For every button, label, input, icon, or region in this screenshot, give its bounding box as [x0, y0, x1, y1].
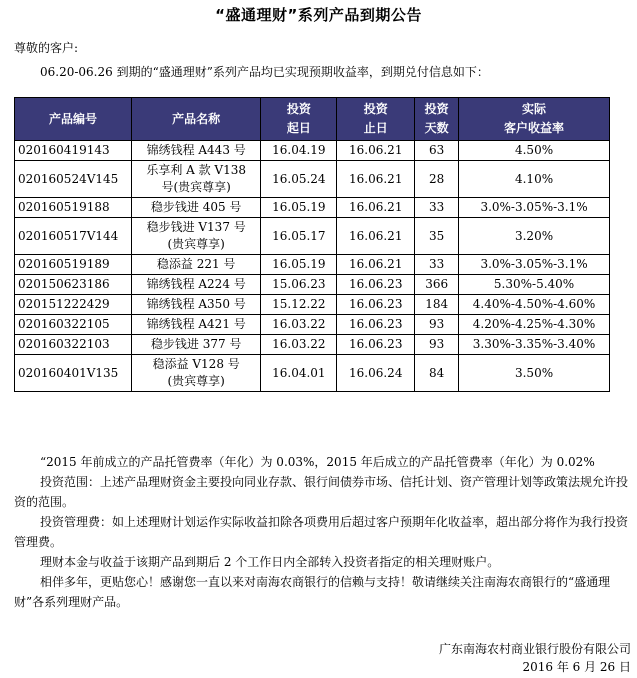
cell-name-line2: (贵宾尊享) — [167, 374, 225, 388]
cell-end-date: 16.06.23 — [337, 295, 415, 315]
table-row — [15, 315, 610, 335]
cell-name-line1: 稳步钱进 V137 号 — [146, 220, 246, 234]
intro-text: 06.20-06.26 到期的“盛通理财”系列产品均已实现预期收益率，到期兑付信息如下： — [40, 65, 489, 79]
cell-code: 020150623186 — [15, 275, 132, 295]
cell-rate: 4.50% — [459, 141, 610, 161]
bank-name: 广东南海农村商业银行股份有限公司 — [438, 642, 631, 656]
table-row — [15, 218, 610, 255]
cell-days: 93 — [415, 315, 459, 335]
cell-name-line2: (贵宾尊享) — [167, 237, 225, 251]
cell-end-date: 16.06.21 — [337, 161, 415, 198]
cell-rate: 4.20%-4.25%-4.30% — [459, 315, 610, 335]
cell-days: 28 — [415, 161, 459, 198]
repayment-note: 理财本金与收益于该期产品到期后 2 个工作日内全部转入投资者指定的相关理财账户。 — [40, 555, 500, 569]
cell-start-date: 16.04.01 — [261, 355, 337, 392]
cell-name-line1: 锦绣钱程 A443 号 — [146, 143, 246, 157]
cell-end-date: 16.06.24 — [337, 355, 415, 392]
cell-days: 366 — [415, 275, 459, 295]
cell-end-date: 16.06.23 — [337, 335, 415, 355]
product-table — [14, 97, 610, 392]
cell-code: 020160322103 — [15, 335, 132, 355]
table-row — [15, 275, 610, 295]
cell-name-line1: 乐享利 A 款 V138 — [146, 163, 246, 177]
cell-days: 33 — [415, 198, 459, 218]
cell-code: 020160419143 — [15, 141, 132, 161]
table-row — [15, 141, 610, 161]
notes-section — [14, 452, 634, 612]
table-row — [15, 295, 610, 315]
cell-start-date: 16.05.19 — [261, 255, 337, 275]
header-start-date — [261, 98, 337, 141]
cell-code: 020160519188 — [15, 198, 132, 218]
cell-days: 33 — [415, 255, 459, 275]
cell-name — [131, 355, 260, 392]
cell-code: 020160322105 — [15, 315, 132, 335]
cell-name — [131, 198, 260, 218]
cell-code: 020160524V145 — [15, 161, 132, 198]
cell-start-date: 16.05.24 — [261, 161, 337, 198]
table-row — [15, 255, 610, 275]
cell-days: 63 — [415, 141, 459, 161]
cell-end-date: 16.06.23 — [337, 315, 415, 335]
cell-code: 020160517V144 — [15, 218, 132, 255]
cell-start-date: 15.06.23 — [261, 275, 337, 295]
cell-start-date: 16.03.22 — [261, 335, 337, 355]
cell-rate: 3.50% — [459, 355, 610, 392]
cell-rate: 4.10% — [459, 161, 610, 198]
header-code: 产品编号 — [15, 98, 132, 141]
cell-end-date: 16.06.21 — [337, 255, 415, 275]
cell-start-date: 15.12.22 — [261, 295, 337, 315]
header-end-date — [337, 98, 415, 141]
table-row — [15, 335, 610, 355]
cell-name-line1: 稳步钱进 377 号 — [150, 337, 242, 351]
cell-name-line1: 锦绣钱程 A421 号 — [146, 317, 246, 331]
cell-name-line1: 锦绣钱程 A224 号 — [146, 277, 246, 291]
cell-name-line1: 稳添益 V128 号 — [152, 357, 240, 371]
cell-rate: 3.30%-3.35%-3.40% — [459, 335, 610, 355]
cell-days: 184 — [415, 295, 459, 315]
table-header-row — [15, 98, 610, 141]
cell-name — [131, 161, 260, 198]
cell-rate: 4.40%-4.50%-4.60% — [459, 295, 610, 315]
cell-end-date: 16.06.21 — [337, 198, 415, 218]
table-row — [15, 355, 610, 392]
cell-name-line1: 锦绣钱程 A350 号 — [146, 297, 246, 311]
header-start-line1: 投资 — [286, 102, 311, 116]
cell-start-date: 16.05.17 — [261, 218, 337, 255]
thanks-note: 相伴多年，更贴您心！感谢您一直以来对南海农商银行的信赖与支持！敬请继续关注南海农商银行的“盛通理财”各系列理财产品。 — [14, 575, 611, 609]
cell-name — [131, 275, 260, 295]
cell-name — [131, 335, 260, 355]
table-row — [15, 198, 610, 218]
header-days — [415, 98, 459, 141]
cell-code: 020160401V135 — [15, 355, 132, 392]
header-rate-line1: 实际 — [522, 102, 547, 116]
cell-days: 35 — [415, 218, 459, 255]
announcement-date: 2016 年 6 月 26 日 — [522, 660, 631, 674]
cell-days: 84 — [415, 355, 459, 392]
signoff — [439, 640, 631, 676]
cell-rate: 5.30%-5.40% — [459, 275, 610, 295]
cell-name — [131, 141, 260, 161]
page-title: “盛通理财”系列产品到期公告 — [215, 6, 422, 24]
header-days-line1: 投资 — [424, 102, 449, 116]
cell-name-line1: 稳添益 221 号 — [156, 257, 236, 271]
management-fee-note: 投资管理费：如上述理财计划运作实际收益扣除各项费用后超过客户预期年化收益率，超出部分将作为我行投资管理费。 — [14, 515, 629, 549]
header-start-line2: 起日 — [286, 121, 311, 135]
cell-start-date: 16.03.22 — [261, 315, 337, 335]
cell-name — [131, 295, 260, 315]
cell-end-date: 16.06.21 — [337, 218, 415, 255]
product-table-body — [15, 141, 610, 392]
header-days-line2: 天数 — [424, 121, 449, 135]
cell-days: 93 — [415, 335, 459, 355]
investment-scope-note: 投资范围：上述产品理财资金主要投向同业存款、银行间债券市场、信托计划、资产管理计划等政策法规允许投资的范围。 — [14, 475, 629, 509]
cell-rate: 3.0%-3.05%-3.1% — [459, 255, 610, 275]
cell-end-date: 16.06.23 — [337, 275, 415, 295]
cell-name — [131, 315, 260, 335]
cell-code: 020160519189 — [15, 255, 132, 275]
fee-rate-note: “2015 年前成立的产品托管费率（年化）为 0.03%，2015 年后成立的产品托管费率（年化）为 0.02% — [40, 455, 595, 469]
cell-start-date: 16.04.19 — [261, 141, 337, 161]
cell-end-date: 16.06.21 — [337, 141, 415, 161]
header-rate — [459, 98, 610, 141]
cell-name — [131, 255, 260, 275]
cell-name-line1: 稳步钱进 405 号 — [150, 200, 242, 214]
table-row — [15, 161, 610, 198]
cell-name — [131, 218, 260, 255]
cell-start-date: 16.05.19 — [261, 198, 337, 218]
cell-code: 020151222429 — [15, 295, 132, 315]
cell-rate: 3.20% — [459, 218, 610, 255]
header-name: 产品名称 — [131, 98, 260, 141]
cell-name-line2: 号(贵宾尊享) — [161, 180, 231, 194]
header-rate-line2: 客户收益率 — [504, 121, 565, 135]
cell-rate: 3.0%-3.05%-3.1% — [459, 198, 610, 218]
greeting: 尊敬的客户: — [14, 41, 79, 55]
header-end-line2: 止日 — [363, 121, 388, 135]
header-end-line1: 投资 — [363, 102, 388, 116]
